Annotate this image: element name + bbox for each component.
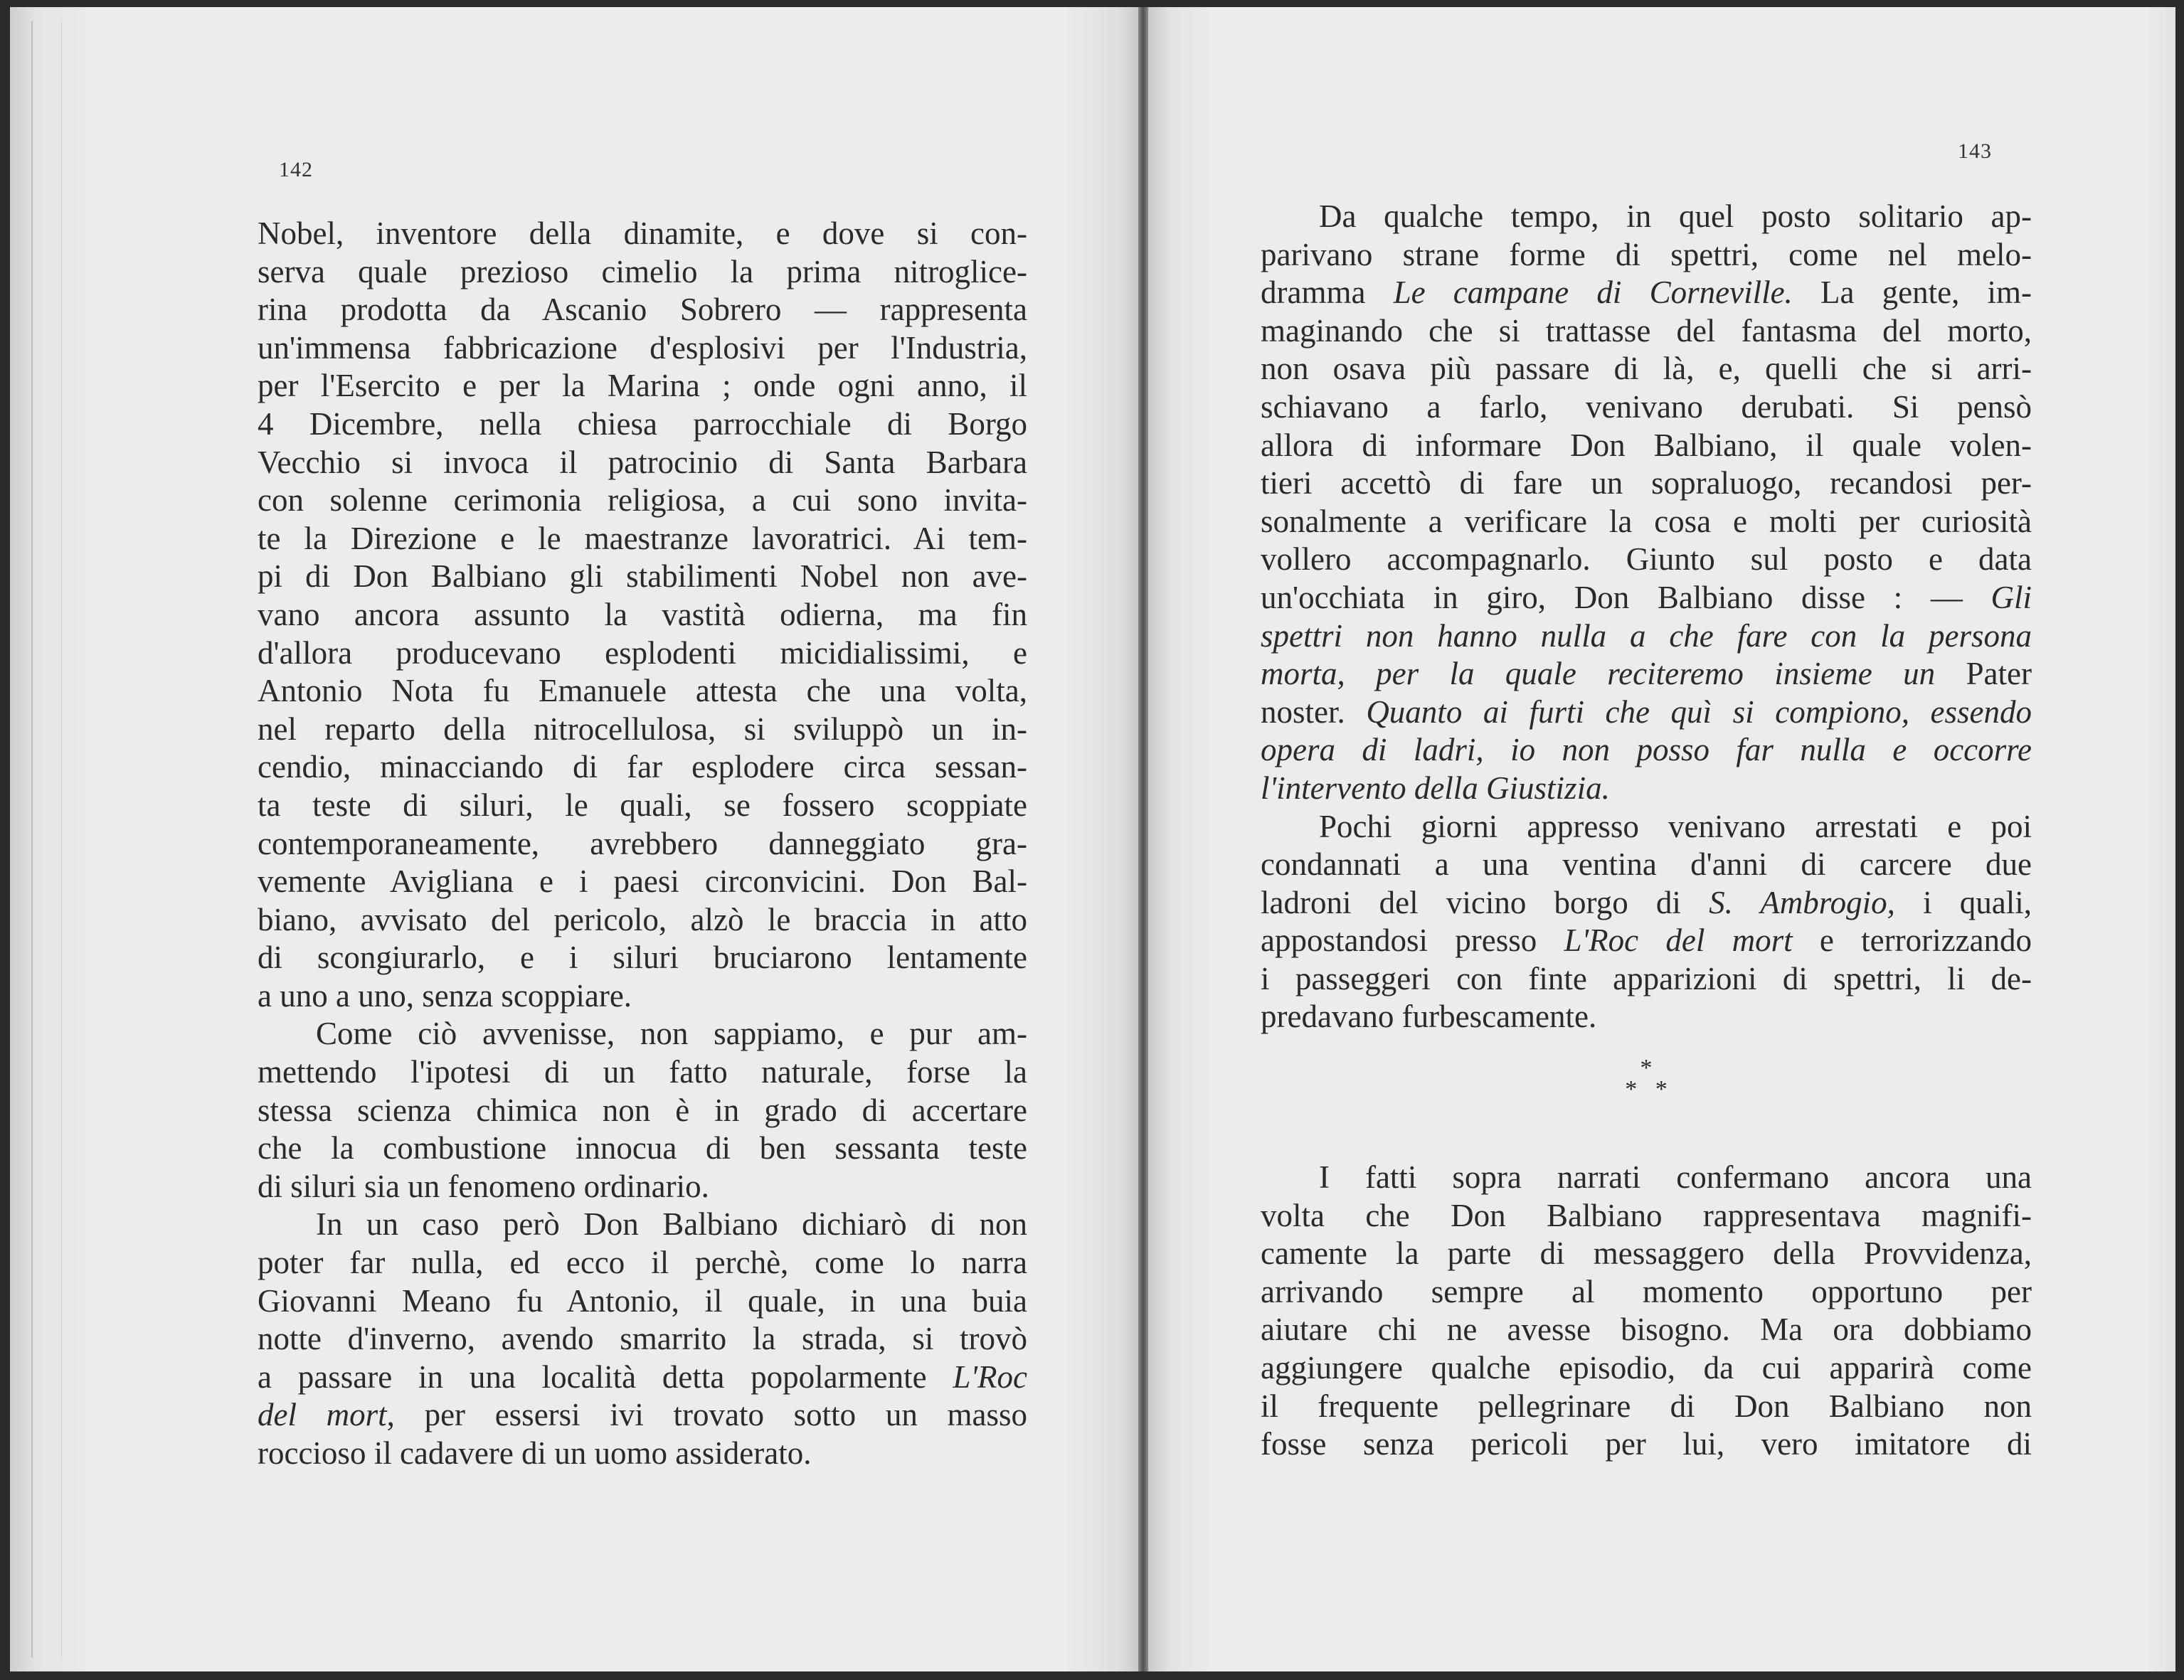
text-run: Pater xyxy=(1935,656,2032,692)
italic-text: L'Roc del mort xyxy=(1564,923,1793,959)
text-line: rina prodotta da Ascanio Sobrero — rappresenta xyxy=(258,292,1027,328)
text-run: , per essersi ivi trovato sotto un masso xyxy=(386,1397,1027,1433)
text-line xyxy=(1261,274,2032,312)
text-line: sonalmente a verificare la cosa e molti per curiosità xyxy=(1261,503,2032,539)
text-line: biano, avvisato del pericolo, alzò le braccia in atto xyxy=(258,901,1027,937)
text-line: I fatti sopra narrati confermano ancora una xyxy=(1319,1159,2032,1196)
text-run: e terrorizzando xyxy=(1792,923,2032,959)
text-line: vollero accompagnarlo. Giunto sul posto e data xyxy=(1261,541,2032,578)
text-line: serva quale prezioso cimelio la prima nitroglice- xyxy=(258,253,1027,289)
text-line: di siluri sia un fenomeno ordinario. xyxy=(258,1168,709,1204)
text-line: stessa scienza chimica non è in grado di accertare xyxy=(258,1092,1027,1128)
text-line xyxy=(1261,693,2032,732)
text-line: tieri accettò di fare un sopraluogo, recandosi per- xyxy=(1261,465,2032,501)
text-line: pi di Don Balbiano gli stabilimenti Nobel non ave- xyxy=(258,558,1027,595)
text-line: il frequente pellegrinare di Don Balbiano non xyxy=(1261,1388,2032,1424)
page-number-right: 143 xyxy=(1958,139,1992,163)
text-run: La gente, im- xyxy=(1792,275,2032,311)
text-line xyxy=(1261,617,2032,656)
text-run: un'occhiata in giro, Don Balbiano disse : — xyxy=(1261,579,1991,615)
text-line: In un caso però Don Balbiano dichiarò di non xyxy=(316,1206,1027,1243)
text-line: volta che Don Balbiano rappresentava magnifi- xyxy=(1261,1197,2032,1233)
italic-text: L'Roc xyxy=(953,1359,1027,1395)
italic-text: Quanto ai furti che quì si compiono, essendo xyxy=(1366,693,2032,730)
text-line: che la combustione innocua di ben sessanta teste xyxy=(258,1130,1027,1166)
text-line: allora di informare Don Balbiano, il quale volen- xyxy=(1261,427,2032,463)
text-run: a passare in una località detta popolarmente xyxy=(258,1359,953,1395)
text-line: parivano strane forme di spettri, come nel melo- xyxy=(1261,236,2032,272)
right-page-text xyxy=(1261,198,2032,1464)
text-line: aiutare chi ne avesse bisogno. Ma ora dobbiamo xyxy=(1261,1312,2032,1348)
text-line xyxy=(1261,579,2032,617)
text-line: per l'Esercito e per la Marina ; onde ogni anno, il xyxy=(258,368,1027,404)
text-line: Come ciò avvenisse, non sappiamo, e pur am- xyxy=(316,1016,1027,1052)
text-line xyxy=(1261,731,2032,770)
text-line xyxy=(258,1359,1027,1397)
italic-text: opera di ladri, io non posso far nulla e occorre xyxy=(1261,732,2032,768)
text-run: ladroni del vicino borgo di xyxy=(1261,884,1709,920)
italic-text: l'intervento della Giustizia. xyxy=(1261,770,1610,806)
text-line: Vecchio si invoca il patrocinio di Santa Barbara xyxy=(258,444,1027,480)
text-line: cendio, minacciando di far esplodere circa sessan- xyxy=(258,749,1027,785)
text-line: maginando che si trattasse del fantasma del morto, xyxy=(1261,312,2032,349)
book-spread xyxy=(10,7,2175,1671)
left-page-text xyxy=(258,215,1027,1473)
text-run: i quali, xyxy=(1894,884,2032,920)
text-line: poter far nulla, ed ecco il perchè, come lo narra xyxy=(258,1245,1027,1281)
left-page xyxy=(10,7,1138,1671)
text-line: predavano furbescamente. xyxy=(1261,999,1597,1035)
text-line xyxy=(1261,655,2032,693)
text-line: roccioso il cadavere di un uomo assiderato. xyxy=(258,1435,812,1471)
text-line: 4 Dicembre, nella chiesa parrocchiale di Borgo xyxy=(258,405,1027,442)
text-line: mettendo l'ipotesi di un fatto naturale, forse la xyxy=(258,1054,1027,1090)
text-line: d'allora producevano esplodenti micidialissimi, e xyxy=(258,634,1027,671)
text-line: condannati a una ventina d'anni di carcere due xyxy=(1261,846,2032,883)
text-line: arrivando sempre al momento opportuno per xyxy=(1261,1273,2032,1309)
text-line: fosse senza pericoli per lui, vero imitatore di xyxy=(1261,1426,2032,1462)
italic-text: morta, per la quale reciteremo insieme un xyxy=(1261,656,1936,692)
italic-text: Gli xyxy=(1990,579,2032,615)
page-number-left: 142 xyxy=(279,158,313,181)
italic-text: Le campane di Corneville. xyxy=(1393,275,1793,311)
text-line: Pochi giorni appresso venivano arrestati e poi xyxy=(1319,808,2032,844)
text-line: camente la parte di messaggero della Provvidenza, xyxy=(1261,1235,2032,1272)
text-line xyxy=(1261,770,2032,808)
text-line: di scongiurarlo, e i siluri bruciarono lentamente xyxy=(258,940,1027,976)
text-line: ta teste di siluri, le quali, se fossero scoppiate xyxy=(258,787,1027,823)
text-line: Da qualche tempo, in quel posto solitario ap- xyxy=(1319,198,2032,234)
text-line: nel reparto della nitrocellulosa, si sviluppò un in- xyxy=(258,711,1027,747)
text-line: vano ancora assunto la vastità odierna, ma fin xyxy=(258,596,1027,632)
italic-text: del mort xyxy=(258,1397,387,1433)
spacer xyxy=(1261,1122,2032,1159)
text-line xyxy=(258,1396,1027,1435)
text-line: notte d'inverno, avendo smarrito la strada, si trovò xyxy=(258,1321,1027,1357)
text-line: schiavano a farlo, venivano derubati. Si pensò xyxy=(1261,388,2032,425)
text-run: dramma xyxy=(1261,275,1394,311)
right-page xyxy=(1148,7,2175,1671)
text-line: Giovanni Meano fu Antonio, il quale, in una buia xyxy=(258,1282,1027,1319)
text-line: aggiungere qualche episodio, da cui apparirà come xyxy=(1261,1350,2032,1386)
book-gutter xyxy=(1138,7,1148,1671)
text-line: i passeggeri con finte apparizioni di spettri, li de- xyxy=(1261,960,2032,996)
text-line: con solenne cerimonia religiosa, a cui sono invita- xyxy=(258,482,1027,519)
section-break-asterisks xyxy=(1261,1036,2032,1122)
text-line: Antonio Nota fu Emanuele attesta che una volta, xyxy=(258,673,1027,709)
italic-text: spettri non hanno nulla a che fare con la persona xyxy=(1261,617,2032,654)
text-line: a uno a uno, senza scoppiare. xyxy=(258,977,632,1014)
text-line: vemente Avigliana e i paesi circonvicini. Don Bal- xyxy=(258,863,1027,900)
text-run: noster. xyxy=(1261,693,1367,730)
text-line: un'immensa fabbricazione d'esplosivi per l'Industria, xyxy=(258,329,1027,366)
text-line: te la Direzione e le maestranze lavoratrici. Ai tem- xyxy=(258,520,1027,556)
italic-text: S. Ambrogio, xyxy=(1709,884,1895,920)
text-line: non osava più passare di là, e, quelli che si arri- xyxy=(1261,351,2032,387)
asterisk-row: * * xyxy=(1625,1076,1668,1103)
text-line xyxy=(1261,884,2032,923)
text-line: contemporaneamente, avrebbero danneggiato gra- xyxy=(258,825,1027,861)
asterisk-top: * xyxy=(1640,1055,1653,1082)
text-line xyxy=(1261,922,2032,960)
text-line: Nobel, inventore della dinamite, e dove si con- xyxy=(258,216,1027,251)
text-run: appostandosi presso xyxy=(1261,923,1564,959)
page-edges xyxy=(31,21,62,1657)
